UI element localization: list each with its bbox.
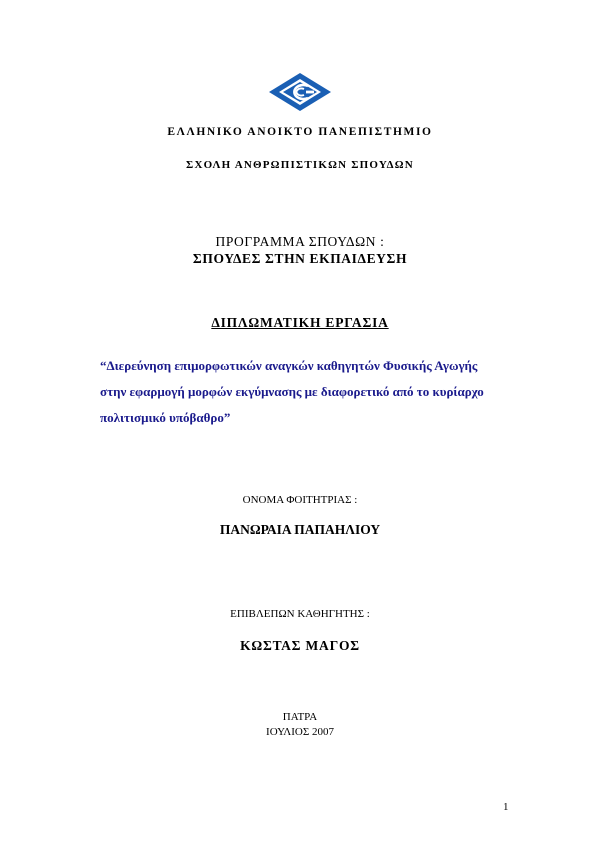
supervisor-name: ΚΩΣΤΑΣ ΜΑΓΟΣ (240, 638, 360, 653)
student-label: ΟΝΟΜΑ ΦΟΙΤΗΤΡΙΑΣ : (242, 494, 358, 506)
thesis-title-line: στην εφαρμογή μορφών εκγύμνασης με διαφορετικό από το κυρίαρχο (100, 384, 484, 399)
student-name: ΠΑΝΩΡΑΙΑ ΠΑΠΑΗΛΙΟΥ (219, 522, 381, 537)
city: ΠΑΤΡΑ (282, 711, 318, 723)
university-logo-icon (268, 72, 332, 112)
date: ΙΟΥΛΙΟΣ 2007 (266, 726, 334, 738)
program-name: ΣΠΟΥΔΕΣ ΣΤΗΝ ΕΚΠΑΙΔΕΥΣΗ (192, 251, 408, 266)
supervisor-label: ΕΠΙΒΛΕΠΩΝ ΚΑΘΗΓΗΤΗΣ : (230, 608, 370, 620)
school-name: ΣΧΟΛΗ ΑΝΘΡΩΠΙΣΤΙΚΩΝ ΣΠΟΥΔΩΝ (186, 159, 414, 171)
thesis-title-line: πολιτισμικό υπόβαθρο” (100, 410, 231, 425)
university-name: ΕΛΛΗΝΙΚΟ ΑΝΟΙΚΤΟ ΠΑΝΕΠΙΣΤΗΜΙΟ (167, 126, 433, 138)
program-label: ΠΡΟΓΡΑΜΜΑ ΣΠΟΥΔΩΝ : (215, 234, 385, 249)
thesis-heading: ΔΙΠΛΩΜΑΤΙΚΗ ΕΡΓΑΣΙΑ (211, 315, 389, 330)
thesis-title-line: “Διερεύνηση επιμορφωτικών αναγκών καθηγητών Φυσικής Αγωγής (100, 358, 478, 373)
page-number: 1 (503, 801, 509, 813)
